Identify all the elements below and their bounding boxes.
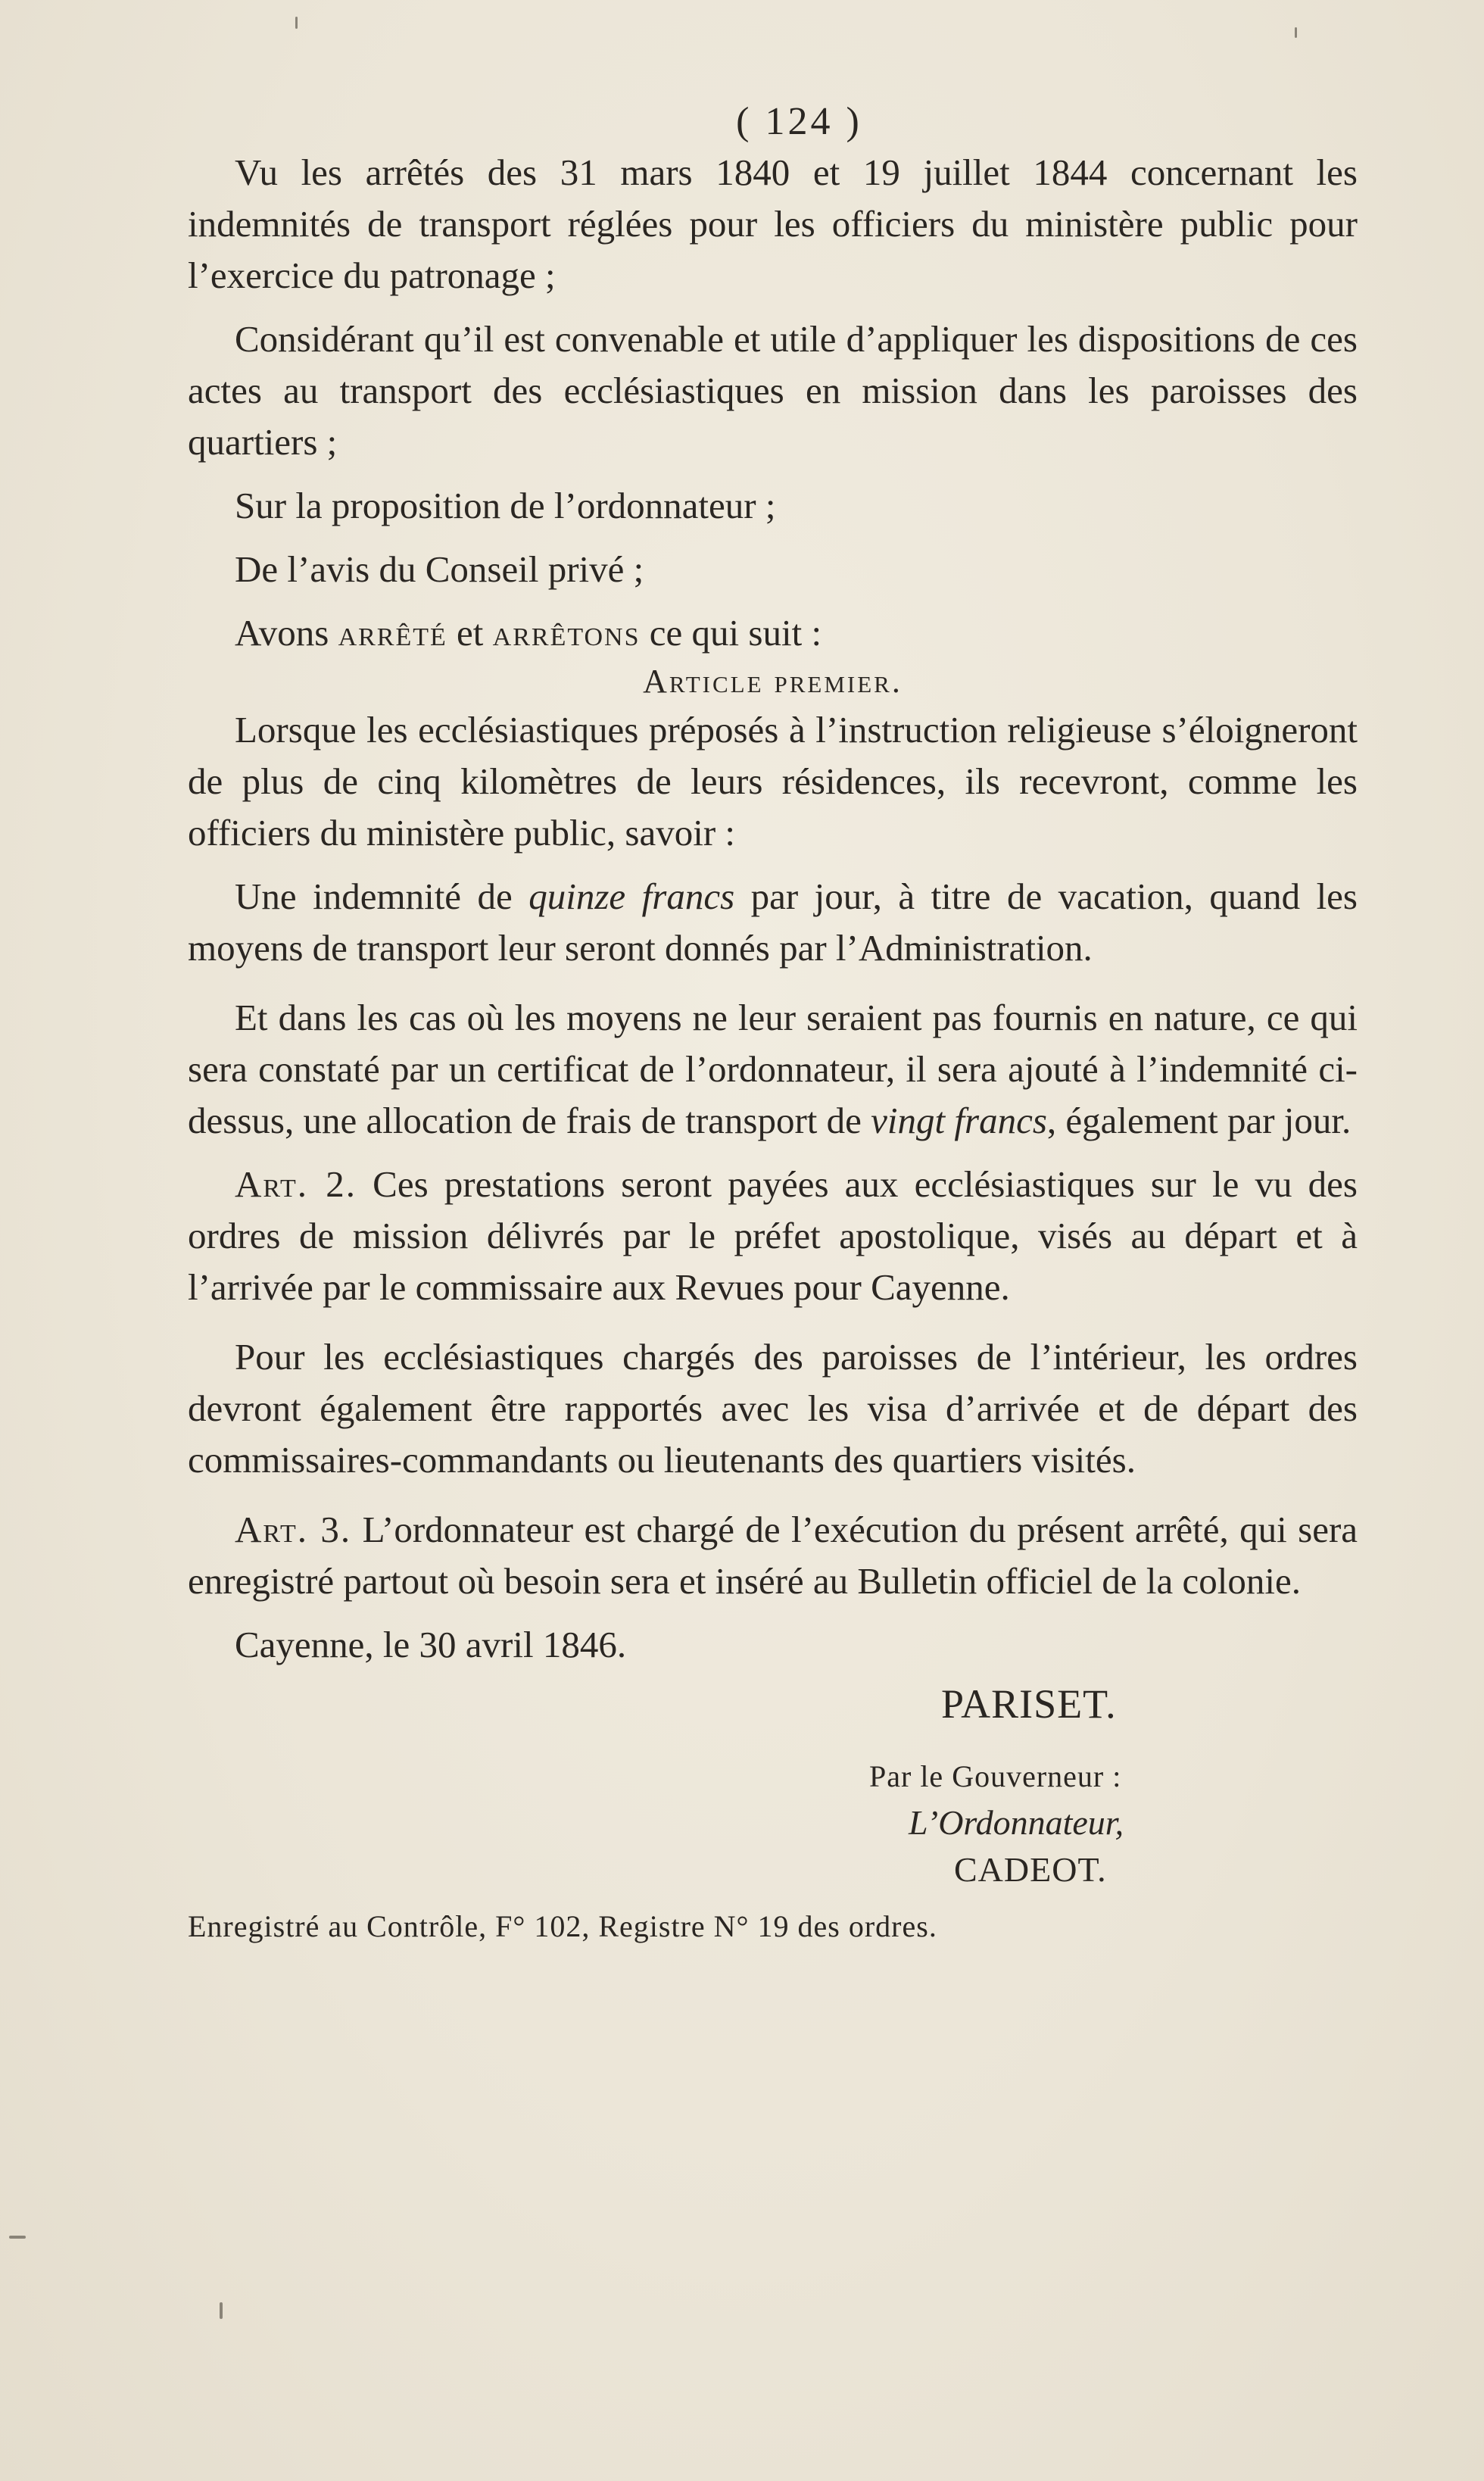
text-run: , également par jour. — [1046, 1100, 1352, 1141]
article-paragraph — [188, 871, 1358, 974]
countersign-intro: Par le Gouverneur : — [869, 1759, 1122, 1793]
enacting-word: ce qui suit : — [649, 612, 822, 654]
enacting-clause — [188, 607, 1358, 659]
article-label: Art. 3. — [235, 1509, 352, 1550]
enacting-word: et — [457, 612, 484, 654]
article-paragraph — [188, 1159, 1358, 1313]
emphasis-amount: vingt francs — [871, 1100, 1047, 1141]
page-number: ( 124 ) — [736, 100, 862, 143]
article-paragraph: Pour les ecclésiastiques chargés des paroisses de l’intérieur, les ordres devront également être rapportés avec les visa d’arrivée et de départ des commissaires-commandants ou lieutenants des quartiers visités. — [188, 1336, 1358, 1481]
text-run: L’ordonnateur est chargé de l’exécution du présent arrêté, qui sera enregistré partout où besoin sera et inséré au Bulletin officiel de la colonie. — [188, 1509, 1358, 1602]
text-run: Une indemnité de — [235, 875, 513, 917]
article-paragraph — [188, 1504, 1358, 1607]
article-paragraph — [188, 992, 1358, 1147]
signature-governor: PARISET. — [941, 1681, 1117, 1727]
text-run: Et dans les cas où les moyens ne leur seraient pas fournis en nature, ce qui sera constaté par un certificat de l’ordonnateur, il sera ajouté à l’indemnité ci-dessus, une allocation de frais de transport de — [188, 997, 1358, 1141]
enacting-word: arrêté — [338, 612, 447, 654]
preamble-paragraph: De l’avis du Conseil privé ; — [235, 548, 644, 590]
paper-speck — [220, 2302, 223, 2319]
enacting-word: Avons — [235, 612, 329, 654]
article-paragraph: Lorsque les ecclésiastiques préposés à l’instruction religieuse s’éloigneront de plus de cinq kilomètres de leurs résidences, ils recevront, comme les officiers du ministère public, savoir : — [188, 709, 1358, 854]
date-line: Cayenne, le 30 avril 1846. — [235, 1624, 627, 1665]
emphasis-amount: quinze francs — [528, 875, 735, 917]
registration-note: Enregistré au Contrôle, F° 102, Registre N° 19 des ordres. — [188, 1909, 937, 1943]
preamble-paragraph: Sur la proposition de l’ordonnateur ; — [235, 485, 776, 526]
document-text — [188, 98, 1358, 1949]
article-heading: Article premier. — [643, 663, 903, 700]
preamble-paragraph: Vu les arrêtés des 31 mars 1840 et 19 juillet 1844 concernant les indemnités de transport réglées pour les officiers du ministère public pour l’exercice du patronage ; — [188, 151, 1358, 296]
paper-speck — [1295, 27, 1297, 38]
countersign-name: CADEOT. — [954, 1850, 1107, 1889]
paper-speck — [295, 17, 298, 29]
text-run: par jour, à titre de vacation, quand les moyens de transport leur seront donnés par l’Administration. — [188, 875, 1358, 969]
countersign-title: L’Ordonnateur, — [909, 1803, 1124, 1842]
preamble-paragraph: Considérant qu’il est convenable et utile d’appliquer les dispositions de ces actes au transport des ecclésiastiques en mission dans les paroisses des quartiers ; — [188, 318, 1358, 463]
paper-speck — [9, 2236, 26, 2239]
enacting-word: arrêtons — [492, 612, 641, 654]
article-label: Art. 2. — [235, 1163, 357, 1205]
text-run: Ces prestations seront payées aux ecclésiastiques sur le vu des ordres de mission délivrés par le préfet apostolique, visés au départ et à l’arrivée par le commissaire aux Revues pour Cayenne. — [188, 1163, 1358, 1308]
